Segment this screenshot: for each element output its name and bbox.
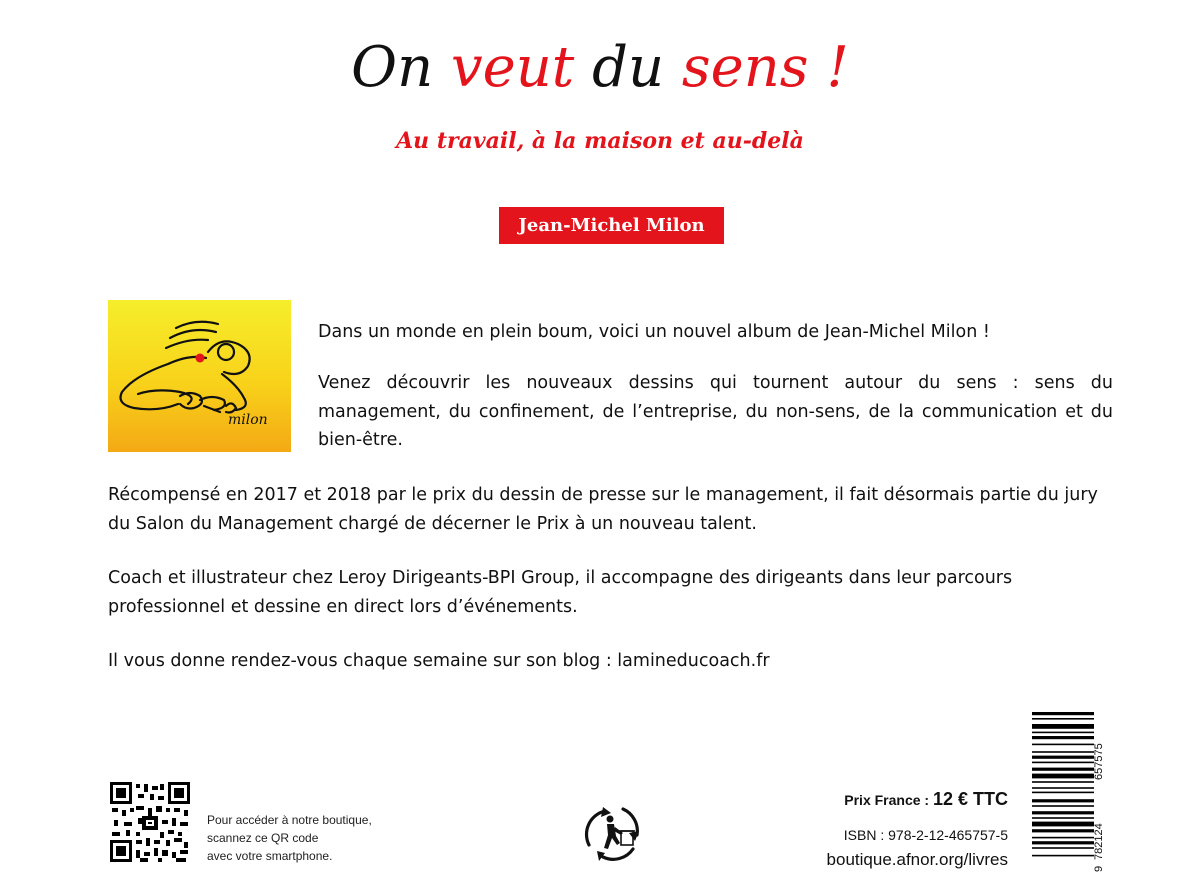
- barcode-bar: [1032, 837, 1094, 839]
- book-subtitle: Au travail, à la maison et au-delà: [396, 128, 804, 154]
- barcode-bar: [1032, 732, 1094, 734]
- barcode-bar: [1032, 829, 1094, 832]
- drawing-signature: milon: [228, 412, 268, 428]
- qr-instructions: [207, 811, 372, 865]
- triman-recycle-icon: [583, 805, 643, 861]
- barcode-icon: [1030, 710, 1110, 880]
- title-word-veut: veut: [450, 35, 575, 100]
- title-word-on: On: [351, 35, 451, 100]
- paragraph-intro: Dans un monde en plein boum, voici un nouvel album de Jean-Michel Milon !: [318, 322, 990, 342]
- paragraph-award: Récompensé en 2017 et 2018 par le prix du dessin de presse sur le management, il fait désormais partie du jury du Salon du Management chargé de décerner le Prix à un nouveau talent.: [108, 485, 1098, 534]
- paragraph-blog: Il vous donne rendez-vous chaque semaine sur son blog : lamineducoach.fr: [108, 651, 770, 671]
- barcode-bar: [1032, 718, 1094, 720]
- title-word-sens: sens !: [681, 35, 849, 100]
- barcode-digit-prefix: 9: [1093, 865, 1105, 872]
- barcode-bar: [1032, 792, 1094, 794]
- author-caricature-drawing: [108, 300, 291, 452]
- qr-line-3: avec votre smartphone.: [207, 849, 333, 863]
- barcode-bar: [1032, 736, 1094, 739]
- barcode-bar: [1032, 822, 1094, 827]
- barcode-bar: [1032, 847, 1094, 849]
- barcode-bar: [1032, 751, 1094, 753]
- shop-url: boutique.afnor.org/livres: [826, 850, 1008, 869]
- barcode-bar: [1032, 781, 1094, 783]
- barcode-bar: [1032, 855, 1094, 857]
- barcode-bar: [1032, 805, 1094, 807]
- paragraph-themes: Venez découvrir les nouveaux dessins qui tournent autour du sens : sens du management, du confinement, de l’entreprise, du non-sens, de la communication et du bien-être.: [318, 373, 1113, 450]
- barcode-bar: [1032, 762, 1094, 764]
- book-title: [0, 28, 1200, 108]
- barcode-bar: [1032, 799, 1094, 802]
- barcode-bar: [1032, 756, 1094, 759]
- qr-line-1: Pour accéder à notre boutique,: [207, 813, 372, 827]
- title-word-du: du: [574, 35, 682, 100]
- barcode-bar: [1032, 744, 1094, 746]
- isbn-number: ISBN : 978-2-12-465757-5: [843, 827, 1008, 843]
- price-label: Prix France :: [844, 792, 933, 808]
- price-amount: 12 € TTC: [932, 789, 1008, 809]
- qr-line-2: scannez ce QR code: [207, 831, 319, 845]
- barcode-bar: [1032, 787, 1094, 789]
- price-line: [780, 789, 1008, 810]
- barcode-bar: [1032, 841, 1094, 844]
- paragraph-coach: Coach et illustrateur chez Leroy Dirigeants-BPI Group, il accompagne des dirigeants dans leur parcours professionnel et dessine en direct lors d’événements.: [108, 568, 1013, 617]
- barcode-bar: [1032, 817, 1094, 819]
- barcode-bar: [1032, 811, 1094, 814]
- caricature-sketch-icon: [108, 300, 291, 452]
- author-badge: Jean-Michel Milon: [499, 207, 724, 244]
- barcode-digits-group-1: 782124: [1093, 823, 1105, 860]
- barcode-bar: [1032, 774, 1094, 779]
- qr-code-icon[interactable]: [110, 782, 190, 862]
- barcode-bar: [1032, 724, 1094, 729]
- barcode-digits-group-2: 657575: [1093, 743, 1105, 780]
- barcode-bar: [1032, 768, 1094, 771]
- barcode-bar: [1032, 712, 1094, 715]
